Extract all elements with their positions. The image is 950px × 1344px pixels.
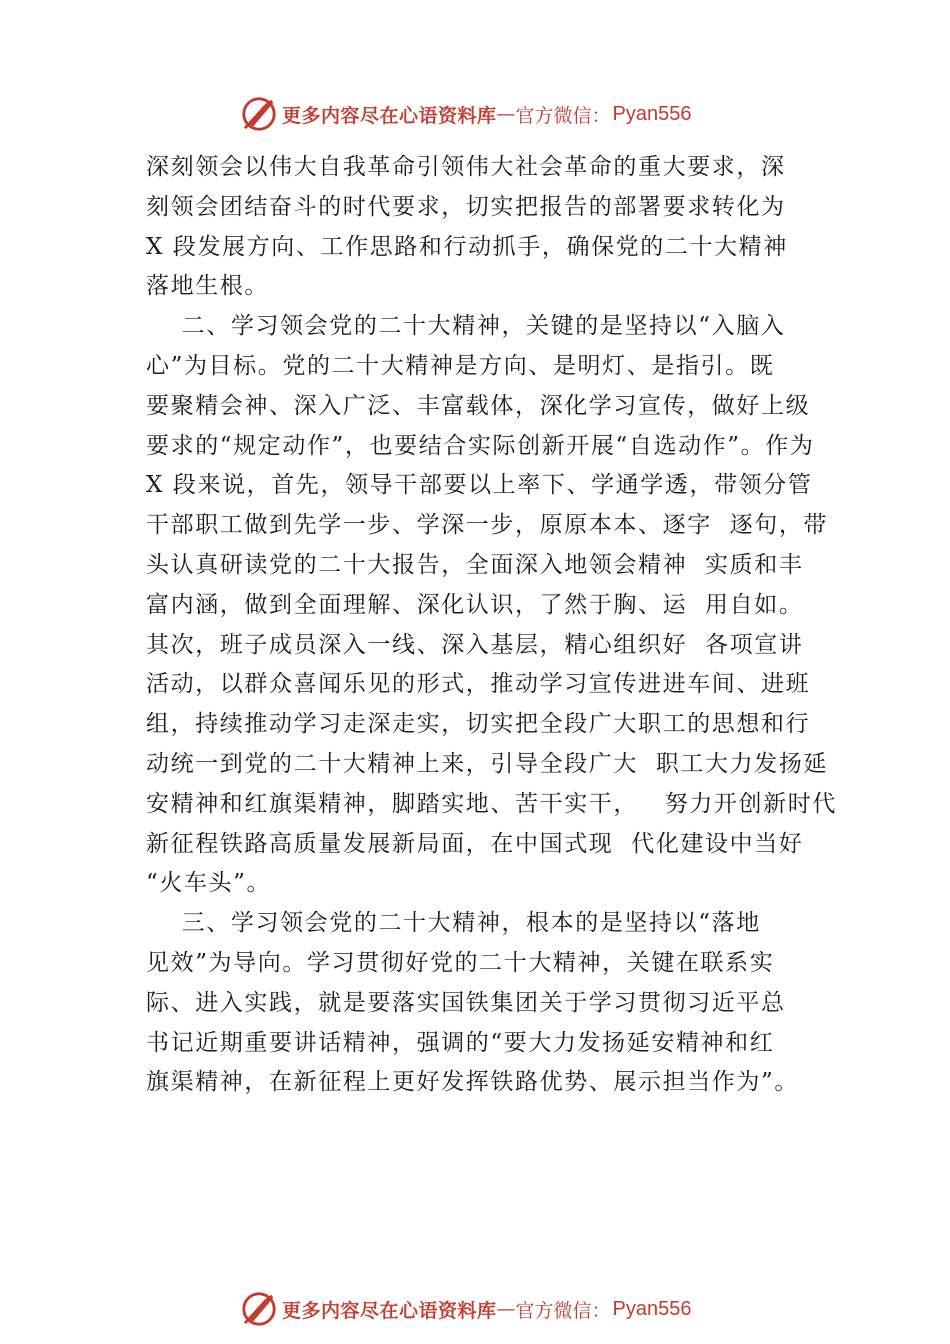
body-line: X 段发展方向、工作思路和行动抓手，确保党的二十大精神 — [146, 233, 788, 260]
banner-separator: — — [496, 1298, 516, 1320]
body-line: 旗渠精神，在新征程上更好发挥铁路优势、展示担当作为”。 — [146, 1069, 799, 1096]
body-line: 要求的“规定动作”，也要结合实际创新开展“自选动作”。作为 — [146, 432, 815, 459]
banner-separator: — — [496, 103, 516, 125]
body-line: 深刻领会以伟大自我革命引领伟大社会革命的重大要求，深 — [146, 154, 786, 180]
body-line: 新征程铁路高质量发展新局面，在中国式现 代化建设中当好 — [146, 830, 804, 857]
body-line: 心”为目标。党的二十大精神是方向、是明灯、是指引。既 — [146, 352, 775, 379]
body-line: 干部职工做到先学一步、学深一步，原原本本、逐字 逐句，带 — [146, 512, 829, 539]
body-line: “火车头”。 — [146, 870, 272, 897]
body-line: 落地生根。 — [146, 273, 269, 300]
banner-wechat-id: Pyan556 — [612, 1297, 692, 1320]
pen-nib-logo-icon — [240, 95, 278, 133]
body-line: X 段来说，首先，领导干部要以上率下、学通学透，带领分管 — [146, 472, 813, 499]
body-line: 活动，以群众喜闻乐见的形式，推动学习宣传进进车间、进班 — [146, 671, 811, 698]
body-line: 动统一到党的二十大精神上来，引导全段广大 职工大力发扬延 — [146, 750, 829, 777]
body-line: 富内涵，做到全面理解、深化认识，了然于胸、运 用自如。 — [146, 591, 804, 618]
body-line: 要聚精会神、深入广泛、丰富载体，深化学习宣传，做好上级 — [146, 392, 811, 419]
body-line: 际、进入实践，就是要落实国铁集团关于学习贯彻习近平总 — [146, 989, 786, 1016]
body-line: 安精神和红旗渠精神，脚踏实地、苦干实干， 努力开创新时代 — [146, 790, 837, 817]
banner-brand-text: 更多内容尽在心语资料库 — [282, 1299, 497, 1322]
footer-banner — [240, 1289, 760, 1329]
body-line: 刻领会团结奋斗的时代要求，切实把报告的部署要求转化为 — [146, 193, 786, 220]
header-banner — [240, 94, 760, 134]
body-line: 书记近期重要讲话精神，强调的“要大力发扬延安精神和红 — [146, 1029, 775, 1056]
banner-brand-text: 更多内容尽在心语资料库 — [282, 104, 497, 127]
body-line: 其次，班子成员深入一线、深入基层，精心组织好 各项宣讲 — [146, 631, 804, 658]
banner-wechat-id: Pyan556 — [612, 102, 692, 125]
banner-label: 官方微信： — [515, 1299, 611, 1322]
document-body — [146, 148, 846, 1103]
body-line: 三、学习领会党的二十大精神，根本的是坚持以“落地 — [146, 910, 761, 937]
body-line: 组，持续推动学习走深走实，切实把全段广大职工的思想和行 — [146, 711, 811, 738]
body-line: 二、学习领会党的二十大精神，关键的是坚持以“入脑入 — [146, 313, 786, 340]
body-line: 头认真研读党的二十大报告，全面深入地领会精神 实质和丰 — [146, 551, 804, 578]
body-line: 见效”为导向。学习贯彻好党的二十大精神，关键在联系实 — [146, 949, 775, 976]
banner-label: 官方微信： — [515, 104, 611, 127]
pen-nib-logo-icon — [240, 1290, 278, 1328]
